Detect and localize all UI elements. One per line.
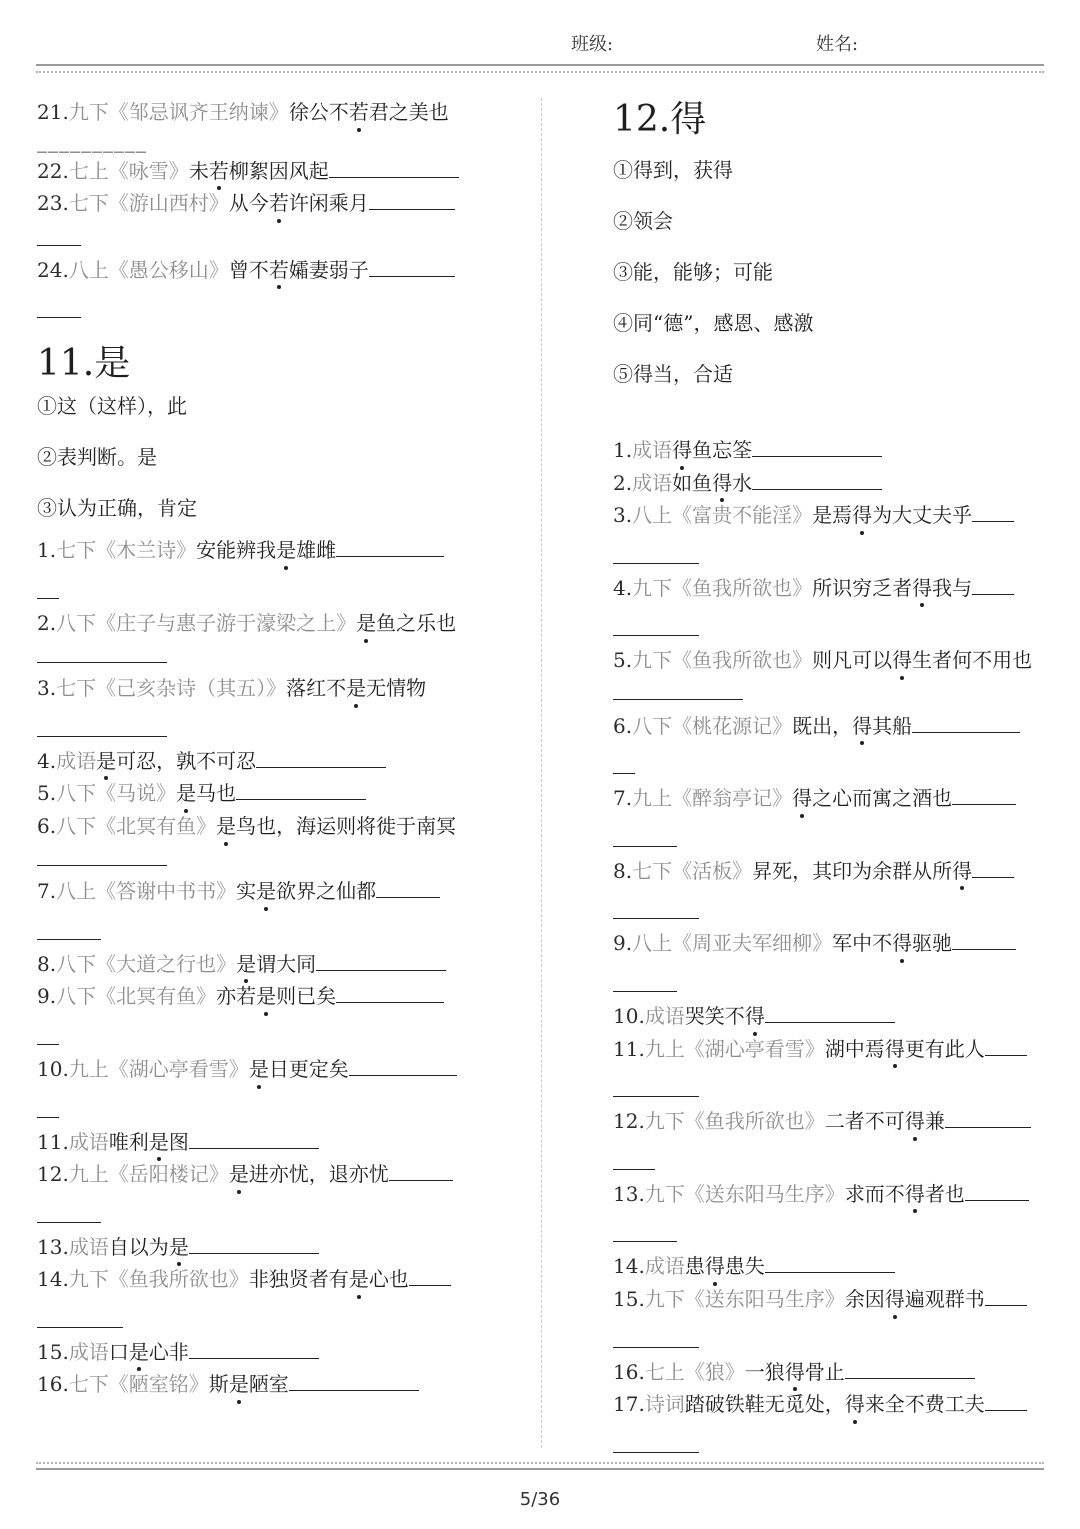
- keyword: 是: [249, 1053, 269, 1086]
- keyword: 是: [346, 672, 366, 705]
- list-item: 6.八下《桃花源记》既出，得其船: [613, 710, 1058, 743]
- meaning-item: ②领会: [613, 209, 673, 233]
- answer-blank[interactable]: [329, 176, 459, 178]
- answer-blank[interactable]: [972, 593, 1014, 595]
- left-column: [37, 96, 487, 1401]
- answer-blank-continued[interactable]: [613, 1451, 699, 1453]
- answer-blank-continued[interactable]: [613, 990, 677, 992]
- list-item: 3.七下《己亥杂诗（其五）》落红不是无情物: [37, 672, 487, 705]
- answer-blank[interactable]: [945, 1126, 1031, 1128]
- list-item: 1.成语得鱼忘筌: [613, 434, 1058, 467]
- keyword: 若: [209, 155, 229, 188]
- answer-blank-continued[interactable]: [613, 634, 699, 636]
- answer-blank-continued[interactable]: [37, 1326, 123, 1328]
- answer-blank[interactable]: [972, 520, 1014, 522]
- meaning-item: ①得到，获得: [613, 158, 733, 182]
- keyword: 是: [176, 777, 196, 810]
- list-item: 5.九下《鱼我所欲也》则凡可以得生者何不用也: [613, 644, 1058, 709]
- keyword: 是: [276, 534, 296, 567]
- answer-blank[interactable]: [409, 1284, 451, 1286]
- answer-blank[interactable]: [37, 661, 167, 663]
- keyword: 得: [712, 467, 732, 500]
- keyword: 是: [356, 607, 376, 640]
- keyword: 得: [885, 1033, 905, 1066]
- answer-blank[interactable]: [369, 275, 455, 277]
- list-item: 13.成语自以为是: [37, 1231, 487, 1264]
- header-rule: [36, 64, 1044, 66]
- answer-blank[interactable]: [613, 698, 743, 700]
- keyword: 得: [852, 499, 872, 532]
- answer-blank[interactable]: [845, 1377, 975, 1379]
- list-item: 16.七上《狼》一狼得骨止: [613, 1356, 1058, 1389]
- list-item: 9.八下《北冥有鱼》亦若是则已矣: [37, 980, 487, 1013]
- keyword: 是: [96, 745, 116, 778]
- answer-blank-continued[interactable]: [37, 938, 101, 940]
- keyword: 若: [349, 96, 369, 129]
- list-item: 4.成语是可忍，孰不可忍: [37, 745, 487, 778]
- list-item: 23.七下《游山西村》从今若许闲乘月: [37, 187, 487, 220]
- answer-blank[interactable]: [316, 969, 446, 971]
- keyword: 得: [892, 644, 912, 677]
- answer-blank[interactable]: [189, 1147, 319, 1149]
- list-item: 14.九下《鱼我所欲也》非独贤者有是心也: [37, 1263, 487, 1296]
- footer-dotted-rule: [36, 1462, 1044, 1464]
- list-item: 8.七下《活板》昇死，其印为余群从所得: [613, 855, 1058, 888]
- answer-blank[interactable]: [369, 208, 455, 210]
- answer-blank[interactable]: [765, 1271, 895, 1273]
- answer-blank-continued[interactable]: [37, 1221, 101, 1223]
- list-item: 2.八下《庄子与惠子游于濠梁之上》是鱼之乐也: [37, 607, 487, 672]
- answer-blank[interactable]: [752, 455, 882, 457]
- meaning-item: ③能，能够；可能: [613, 260, 773, 284]
- answer-blank-continued[interactable]: [613, 917, 699, 919]
- keyword: 若: [269, 254, 289, 287]
- list-item: 5.八下《马说》是马也: [37, 777, 487, 810]
- column-divider: [541, 98, 542, 1448]
- answer-blank[interactable]: [389, 1179, 453, 1181]
- list-item: 17.诗词踏破铁鞋无觅处，得来全不费工夫: [613, 1388, 1058, 1421]
- keyword: 是: [169, 1231, 189, 1264]
- keyword: 是: [256, 875, 276, 908]
- answer-blank-continued[interactable]: [37, 735, 167, 737]
- right-column: [613, 96, 1058, 1461]
- keyword: 得: [952, 855, 972, 888]
- list-item: 7.八上《答谢中书书》实是欲界之仙都: [37, 875, 487, 908]
- keyword: 得: [905, 1105, 925, 1138]
- answer-blank[interactable]: [752, 488, 882, 490]
- keyword: 得: [912, 572, 932, 605]
- answer-blank[interactable]: [985, 1409, 1027, 1411]
- list-item: 8.八下《大道之行也》是谓大同: [37, 948, 487, 981]
- answer-blank-continued[interactable]: [37, 244, 81, 246]
- answer-blank-continued[interactable]: [613, 772, 635, 774]
- list-item: 10.九上《湖心亭看雪》是日更定矣: [37, 1053, 487, 1086]
- list-item: 13.九下《送东阳马生序》求而不得者也: [613, 1178, 1058, 1211]
- answer-blank[interactable]: [336, 555, 444, 557]
- answer-blank-continued[interactable]: [613, 1095, 699, 1097]
- meaning-item: ①这（这样），此: [37, 394, 187, 419]
- header-dotted-rule: [36, 71, 1044, 73]
- answer-blank[interactable]: [189, 1357, 319, 1359]
- answer-blank[interactable]: [289, 1389, 419, 1391]
- list-item: 7.九上《醉翁亭记》得之心而寓之酒也: [613, 782, 1058, 815]
- list-item: 15.成语口是心非: [37, 1336, 487, 1369]
- page-number: 5/36: [519, 1489, 561, 1510]
- answer-blank-continued[interactable]: [37, 1116, 59, 1118]
- name-label: 姓名:: [816, 34, 859, 55]
- footer-rule: [36, 1468, 1044, 1470]
- keyword: 若: [269, 187, 289, 220]
- answer-blank[interactable]: [985, 1304, 1027, 1306]
- list-item: 14.成语患得患失: [613, 1250, 1058, 1283]
- answer-blank[interactable]: [965, 1199, 1029, 1201]
- list-item: 11.九上《湖心亭看雪》湖中焉得更有此人: [613, 1033, 1058, 1066]
- answer-blank[interactable]: [972, 876, 1014, 878]
- section-title: 11.是: [37, 343, 131, 385]
- keyword: 得: [745, 1000, 765, 1033]
- answer-blank[interactable]: [336, 1001, 444, 1003]
- list-item: 1.七下《木兰诗》安能辨我是雄雌: [37, 534, 487, 567]
- answer-blank-continued[interactable]: [37, 316, 81, 318]
- list-item: 11.成语唯利是图: [37, 1126, 487, 1159]
- answer-blank[interactable]: [189, 1252, 319, 1254]
- answer-blank[interactable]: [952, 803, 1016, 805]
- list-item: 16.七下《陋室铭》斯是陋室: [37, 1368, 487, 1401]
- list-item: 6.八下《北冥有鱼》是鸟也，海运则将徙于南冥: [37, 810, 487, 875]
- list-item: 9.八上《周亚夫军细柳》军中不得驱驰: [613, 927, 1058, 960]
- keyword: 得: [785, 1356, 805, 1389]
- keyword: 是: [216, 810, 236, 843]
- meaning-item: ②表判断。是: [37, 445, 157, 470]
- answer-blank-continued[interactable]: [37, 1043, 59, 1045]
- answer-blank[interactable]: [236, 798, 366, 800]
- meaning-item: ④同“德”，感恩、感激: [613, 311, 814, 335]
- list-item: 3.八上《富贵不能淫》是焉得为大丈夫乎: [613, 499, 1058, 532]
- keyword: 是: [256, 980, 276, 1013]
- answer-blank[interactable]: [349, 1074, 457, 1076]
- meaning-item: ③认为正确，肯定: [37, 496, 197, 521]
- list-item: 22.七上《咏雪》未若柳絮因风起: [37, 155, 487, 188]
- answer-blank-continued[interactable]: [613, 1346, 699, 1348]
- answer-dashes: __________: [37, 128, 147, 153]
- list-item: 10.成语哭笑不得: [613, 1000, 1058, 1033]
- answer-blank-continued[interactable]: [613, 845, 677, 847]
- keyword: 得: [792, 782, 812, 815]
- keyword: 得: [672, 434, 692, 467]
- keyword: 得: [852, 710, 872, 743]
- keyword: 是: [349, 1263, 369, 1296]
- answer-blank[interactable]: [912, 731, 1020, 733]
- list-item: 2.成语如鱼得水: [613, 467, 1058, 500]
- answer-blank[interactable]: [376, 896, 440, 898]
- list-item: 12.九下《鱼我所欲也》二者不可得兼: [613, 1105, 1058, 1138]
- keyword: 是: [129, 1336, 149, 1369]
- keyword: 得: [905, 1178, 925, 1211]
- answer-blank[interactable]: [37, 864, 167, 866]
- answer-blank-continued[interactable]: [37, 597, 59, 599]
- keyword: 是: [149, 1126, 169, 1159]
- answer-blank[interactable]: [765, 1021, 895, 1023]
- keyword: 是: [229, 1368, 249, 1401]
- answer-blank-continued[interactable]: [613, 1240, 677, 1242]
- answer-blank[interactable]: [952, 948, 1016, 950]
- keyword: 是: [236, 948, 256, 981]
- answer-blank-continued[interactable]: [613, 1168, 655, 1170]
- class-label: 班级:: [571, 34, 614, 55]
- keyword: 得: [705, 1250, 725, 1283]
- answer-blank[interactable]: [985, 1054, 1027, 1056]
- list-item: 4.九下《鱼我所欲也》所识穷乏者得我与: [613, 572, 1058, 605]
- keyword: 得: [845, 1388, 865, 1421]
- list-item: 24.八上《愚公移山》曾不若孀妻弱子: [37, 254, 487, 287]
- keyword: 得: [885, 1283, 905, 1316]
- keyword: 得: [892, 927, 912, 960]
- section-title: 12.得: [613, 99, 707, 140]
- keyword: 是: [229, 1158, 249, 1191]
- list-item: 21.九下《邹忌讽齐王纳谏》徐公不若君之美也: [37, 96, 487, 129]
- meaning-item: ⑤得当，合适: [613, 362, 733, 386]
- list-item: 15.九下《送东阳马生序》余因得遍观群书: [613, 1283, 1058, 1316]
- answer-blank-continued[interactable]: [613, 562, 699, 564]
- answer-blank[interactable]: [256, 766, 386, 768]
- list-item: 12.九上《岳阳楼记》是进亦忧，退亦忧: [37, 1158, 487, 1191]
